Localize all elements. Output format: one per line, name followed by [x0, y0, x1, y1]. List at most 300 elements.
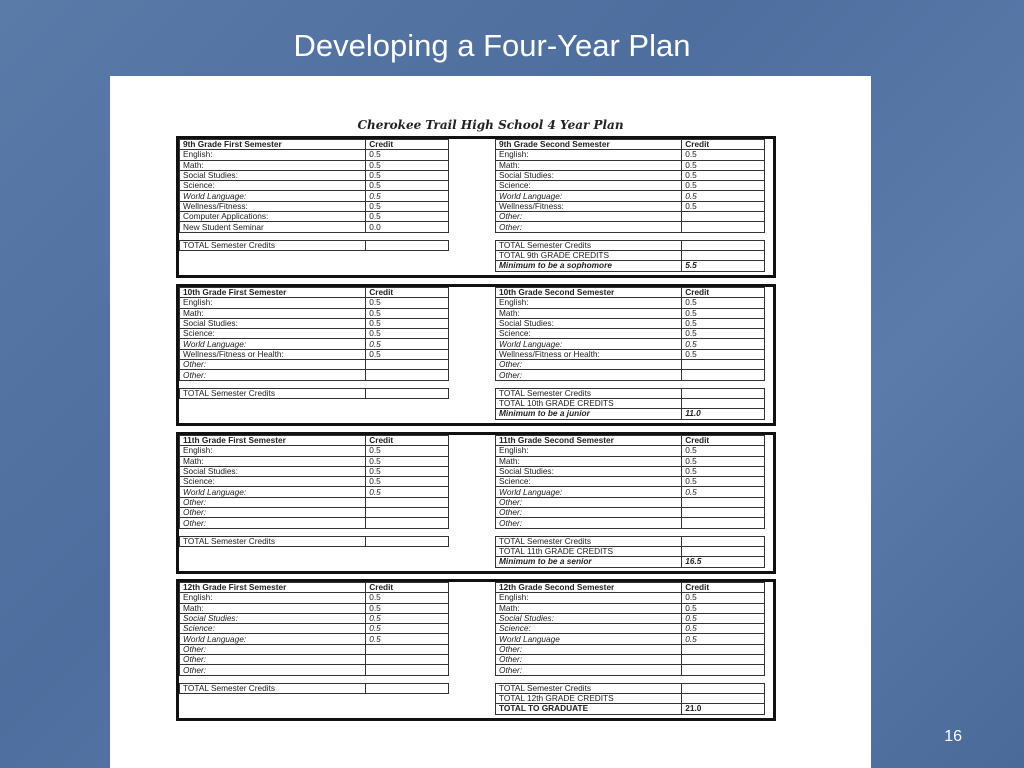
credit-cell: 0.5	[682, 329, 765, 339]
credit-cell: 0.5	[366, 487, 449, 497]
course-cell: Math:	[180, 456, 366, 466]
course-cell: Other:	[180, 665, 366, 675]
course-cell: Math:	[496, 308, 682, 318]
course-cell: Other:	[180, 360, 366, 370]
table-row	[496, 518, 765, 528]
table-row	[496, 613, 765, 623]
credit-cell: 0.5	[682, 613, 765, 623]
credit-cell: 0.5	[366, 181, 449, 191]
table-row	[496, 446, 765, 456]
credit-cell	[366, 665, 449, 675]
totals-row	[496, 250, 765, 260]
table-row	[496, 360, 765, 370]
year-block	[176, 432, 776, 574]
table-row	[496, 308, 765, 318]
credit-cell: 0.5	[682, 339, 765, 349]
course-cell: TOTAL Semester Credits	[496, 388, 682, 398]
table-row	[496, 150, 765, 160]
plan-title: Cherokee Trail High School 4 Year Plan	[357, 118, 624, 132]
course-cell: TOTAL Semester Credits	[496, 683, 682, 693]
credit-cell	[682, 388, 765, 398]
table-header-row	[496, 140, 765, 150]
table-row	[180, 508, 449, 518]
course-cell: TOTAL Semester Credits	[496, 536, 682, 546]
second-semester-table	[495, 287, 765, 420]
totals-row	[496, 240, 765, 250]
course-cell: Wellness/Fitness or Health:	[496, 349, 682, 359]
credit-cell: 0.5	[682, 466, 765, 476]
totals-row	[180, 388, 449, 398]
credit-cell: 0.5	[366, 593, 449, 603]
table-row	[180, 360, 449, 370]
credit-cell	[682, 528, 765, 536]
spacer-row	[496, 380, 765, 388]
table-row	[496, 339, 765, 349]
course-cell: World Language:	[496, 191, 682, 201]
credit-cell: 0.5	[366, 613, 449, 623]
course-cell	[180, 232, 366, 240]
table-row	[180, 349, 449, 359]
table-row	[180, 603, 449, 613]
first-semester-table	[179, 287, 449, 399]
course-cell: World Language:	[180, 339, 366, 349]
course-cell: TOTAL 9th GRADE CREDITS	[496, 250, 682, 260]
spacer-row	[496, 528, 765, 536]
table-row	[180, 181, 449, 191]
credit-cell: 0.5	[366, 201, 449, 211]
table-row	[180, 466, 449, 476]
table-row	[180, 339, 449, 349]
course-cell: 11th Grade Second Semester	[496, 436, 682, 446]
credit-cell: 0.5	[682, 624, 765, 634]
course-cell: 9th Grade First Semester	[180, 140, 366, 150]
course-cell: Other:	[180, 655, 366, 665]
table-row	[496, 201, 765, 211]
course-cell: Math:	[180, 160, 366, 170]
table-row	[496, 655, 765, 665]
table-row	[496, 508, 765, 518]
course-cell: Other:	[496, 212, 682, 222]
credit-cell	[682, 250, 765, 260]
credit-cell	[682, 665, 765, 675]
table-header-row	[180, 583, 449, 593]
spacer-row	[180, 528, 449, 536]
course-cell: Math:	[496, 160, 682, 170]
first-semester-table	[179, 435, 449, 547]
table-row	[180, 318, 449, 328]
credit-cell	[366, 675, 449, 683]
totals-row	[180, 536, 449, 546]
credit-cell: 0.5	[366, 339, 449, 349]
table-row	[496, 212, 765, 222]
course-cell	[496, 232, 682, 240]
page-number: 16	[944, 728, 962, 745]
totals-row	[496, 683, 765, 693]
credit-cell: 0.5	[366, 329, 449, 339]
credit-cell: Credit	[366, 436, 449, 446]
credit-cell: 0.5	[366, 446, 449, 456]
credit-cell: 0.5	[682, 201, 765, 211]
credit-cell: 0.5	[682, 349, 765, 359]
credit-cell: 16.5	[682, 557, 765, 567]
course-cell: Minimum to be a senior	[496, 557, 682, 567]
credit-cell	[366, 528, 449, 536]
course-cell: Social Studies:	[180, 170, 366, 180]
table-row	[180, 477, 449, 487]
table-row	[180, 212, 449, 222]
credit-cell: Credit	[682, 436, 765, 446]
credit-cell: 11.0	[682, 409, 765, 419]
table-header-row	[496, 583, 765, 593]
table-header-row	[496, 436, 765, 446]
credit-cell	[682, 240, 765, 250]
course-cell: World Language:	[180, 487, 366, 497]
spacer-row	[496, 232, 765, 240]
course-cell: Other:	[496, 665, 682, 675]
course-cell: Science:	[496, 181, 682, 191]
course-cell: Other:	[496, 360, 682, 370]
course-cell: 9th Grade Second Semester	[496, 140, 682, 150]
course-cell: Other:	[180, 370, 366, 380]
table-row	[180, 634, 449, 644]
course-cell: Social Studies:	[180, 613, 366, 623]
credit-cell: Credit	[682, 583, 765, 593]
totals-row	[496, 546, 765, 556]
course-cell: Social Studies:	[180, 466, 366, 476]
first-semester-table	[179, 582, 449, 694]
credit-cell	[366, 536, 449, 546]
course-cell: English:	[496, 150, 682, 160]
table-row	[496, 160, 765, 170]
course-cell: Social Studies:	[496, 170, 682, 180]
spacer-row	[496, 675, 765, 683]
course-cell: English:	[496, 298, 682, 308]
credit-cell: 0.5	[682, 181, 765, 191]
credit-cell	[682, 497, 765, 507]
course-cell: Social Studies:	[496, 466, 682, 476]
course-cell: 11th Grade First Semester	[180, 436, 366, 446]
credit-cell	[366, 388, 449, 398]
table-row	[180, 487, 449, 497]
table-row	[180, 370, 449, 380]
table-row	[496, 191, 765, 201]
table-row	[496, 349, 765, 359]
table-row	[496, 181, 765, 191]
course-cell: Science:	[180, 181, 366, 191]
credit-cell	[366, 683, 449, 693]
table-row	[180, 655, 449, 665]
course-cell	[496, 528, 682, 536]
course-cell: TOTAL Semester Credits	[496, 240, 682, 250]
credit-cell: 0.5	[366, 456, 449, 466]
credit-cell: 5.5	[682, 261, 765, 271]
document-page	[110, 76, 871, 768]
totals-row	[496, 261, 765, 271]
table-row	[496, 318, 765, 328]
credit-cell: 0.5	[366, 191, 449, 201]
table-header-row	[496, 288, 765, 298]
table-row	[180, 170, 449, 180]
credit-cell	[366, 360, 449, 370]
credit-cell: 0.5	[366, 349, 449, 359]
table-row	[496, 466, 765, 476]
credit-cell	[366, 644, 449, 654]
credit-cell: 0.5	[366, 212, 449, 222]
table-row	[180, 308, 449, 318]
course-cell: 10th Grade First Semester	[180, 288, 366, 298]
credit-cell: 0.5	[366, 466, 449, 476]
course-cell	[180, 528, 366, 536]
course-cell	[496, 380, 682, 388]
spacer-row	[180, 675, 449, 683]
spacer-row	[180, 232, 449, 240]
table-row	[180, 446, 449, 456]
credit-cell	[366, 497, 449, 507]
course-cell: Math:	[496, 603, 682, 613]
credit-cell: 0.0	[366, 222, 449, 232]
table-row	[496, 298, 765, 308]
course-cell	[496, 675, 682, 683]
credit-cell: 0.5	[682, 456, 765, 466]
table-row	[180, 497, 449, 507]
spacer-row	[180, 380, 449, 388]
table-row	[180, 201, 449, 211]
table-row	[180, 191, 449, 201]
second-semester-table	[495, 139, 765, 272]
course-cell: TOTAL TO GRADUATE	[496, 704, 682, 714]
course-cell: Computer Applications:	[180, 212, 366, 222]
year-block	[176, 136, 776, 278]
course-cell: 12th Grade First Semester	[180, 583, 366, 593]
table-row	[496, 603, 765, 613]
credit-cell	[682, 644, 765, 654]
first-semester-table	[179, 139, 449, 251]
credit-cell: 0.5	[682, 446, 765, 456]
table-row	[496, 665, 765, 675]
course-cell	[180, 380, 366, 388]
course-cell: Other:	[496, 655, 682, 665]
course-cell: TOTAL Semester Credits	[180, 240, 366, 250]
credit-cell: 0.5	[366, 603, 449, 613]
course-cell: English:	[180, 446, 366, 456]
totals-row	[496, 409, 765, 419]
totals-row	[496, 693, 765, 703]
credit-cell: 0.5	[682, 170, 765, 180]
credit-cell: 0.5	[682, 318, 765, 328]
year-block	[176, 579, 776, 721]
credit-cell	[366, 380, 449, 388]
course-cell: Social Studies:	[180, 318, 366, 328]
course-cell: Wellness/Fitness:	[180, 201, 366, 211]
course-cell: Math:	[180, 308, 366, 318]
credit-cell: 0.5	[682, 477, 765, 487]
course-cell: World Language	[496, 634, 682, 644]
course-cell: Science:	[496, 624, 682, 634]
course-cell: English:	[180, 150, 366, 160]
credit-cell: 0.5	[682, 150, 765, 160]
credit-cell	[682, 232, 765, 240]
credit-cell: Credit	[366, 140, 449, 150]
credit-cell	[682, 693, 765, 703]
course-cell: TOTAL 11th GRADE CREDITS	[496, 546, 682, 556]
credit-cell: Credit	[682, 288, 765, 298]
credit-cell	[366, 240, 449, 250]
table-row	[496, 487, 765, 497]
course-cell: TOTAL Semester Credits	[180, 683, 366, 693]
totals-row	[496, 388, 765, 398]
table-row	[180, 222, 449, 232]
totals-row	[496, 398, 765, 408]
table-header-row	[180, 436, 449, 446]
course-cell: Other:	[496, 518, 682, 528]
credit-cell	[682, 536, 765, 546]
table-row	[496, 477, 765, 487]
table-row	[496, 222, 765, 232]
course-cell: Other:	[180, 508, 366, 518]
credit-cell	[682, 655, 765, 665]
credit-cell: 0.5	[366, 634, 449, 644]
table-row	[180, 456, 449, 466]
credit-cell: 0.5	[366, 477, 449, 487]
course-cell: English:	[496, 593, 682, 603]
credit-cell	[682, 398, 765, 408]
credit-cell: 0.5	[366, 308, 449, 318]
credit-cell	[366, 232, 449, 240]
credit-cell	[682, 546, 765, 556]
course-cell: World Language:	[180, 191, 366, 201]
credit-cell	[366, 518, 449, 528]
credit-cell	[682, 518, 765, 528]
table-row	[496, 593, 765, 603]
credit-cell: 0.5	[682, 487, 765, 497]
credit-cell: Credit	[682, 140, 765, 150]
course-cell: Other:	[496, 497, 682, 507]
credit-cell	[682, 212, 765, 222]
course-cell: Math:	[180, 603, 366, 613]
credit-cell: 0.5	[682, 160, 765, 170]
table-row	[180, 593, 449, 603]
credit-cell: 0.5	[366, 624, 449, 634]
table-row	[180, 624, 449, 634]
credit-cell: 0.5	[682, 191, 765, 201]
credit-cell: 0.5	[682, 603, 765, 613]
credit-cell	[682, 360, 765, 370]
totals-row	[496, 704, 765, 714]
table-row	[496, 456, 765, 466]
credit-cell: 0.5	[366, 170, 449, 180]
table-row	[496, 370, 765, 380]
course-cell: Other:	[496, 508, 682, 518]
table-row	[180, 298, 449, 308]
table-header-row	[180, 288, 449, 298]
totals-row	[496, 557, 765, 567]
credit-cell	[682, 508, 765, 518]
table-row	[180, 613, 449, 623]
course-cell: World Language:	[180, 634, 366, 644]
course-cell	[180, 675, 366, 683]
course-cell: Math:	[496, 456, 682, 466]
credit-cell: Credit	[366, 288, 449, 298]
credit-cell	[366, 655, 449, 665]
credit-cell	[682, 370, 765, 380]
table-row	[496, 624, 765, 634]
totals-row	[180, 240, 449, 250]
course-cell: Other:	[496, 222, 682, 232]
credit-cell: 0.5	[366, 150, 449, 160]
credit-cell: 0.5	[682, 308, 765, 318]
table-header-row	[180, 140, 449, 150]
course-cell: Other:	[180, 518, 366, 528]
course-cell: Minimum to be a junior	[496, 409, 682, 419]
totals-row	[496, 536, 765, 546]
credit-cell: 0.5	[682, 593, 765, 603]
course-cell: TOTAL Semester Credits	[180, 388, 366, 398]
credit-cell: 0.5	[366, 298, 449, 308]
course-cell: Wellness/Fitness:	[496, 201, 682, 211]
table-row	[496, 644, 765, 654]
course-cell: 10th Grade Second Semester	[496, 288, 682, 298]
course-cell: Other:	[180, 497, 366, 507]
course-cell: Science:	[180, 477, 366, 487]
totals-row	[180, 683, 449, 693]
credit-cell: 0.5	[366, 318, 449, 328]
course-cell: TOTAL Semester Credits	[180, 536, 366, 546]
course-cell: TOTAL 12th GRADE CREDITS	[496, 693, 682, 703]
credit-cell	[682, 675, 765, 683]
table-row	[180, 665, 449, 675]
table-row	[180, 644, 449, 654]
credit-cell	[682, 222, 765, 232]
credit-cell: 0.5	[682, 298, 765, 308]
credit-cell: Credit	[366, 583, 449, 593]
course-cell: New Student Seminar	[180, 222, 366, 232]
course-cell: TOTAL 10th GRADE CREDITS	[496, 398, 682, 408]
table-row	[496, 329, 765, 339]
credit-cell: 21.0	[682, 704, 765, 714]
course-cell: Science:	[496, 329, 682, 339]
course-cell: Other:	[496, 370, 682, 380]
course-cell: 12th Grade Second Semester	[496, 583, 682, 593]
table-row	[180, 150, 449, 160]
table-row	[496, 634, 765, 644]
course-cell: English:	[180, 298, 366, 308]
table-row	[180, 160, 449, 170]
course-cell: Science:	[180, 329, 366, 339]
slide-title: Developing a Four-Year Plan	[293, 28, 691, 63]
course-cell: World Language:	[496, 487, 682, 497]
course-cell: Science:	[180, 624, 366, 634]
course-cell: Science:	[496, 477, 682, 487]
course-cell: World Language:	[496, 339, 682, 349]
credit-cell	[366, 370, 449, 380]
course-cell: Other:	[180, 644, 366, 654]
credit-cell	[682, 683, 765, 693]
course-cell: English:	[496, 446, 682, 456]
credit-cell	[682, 380, 765, 388]
table-row	[180, 329, 449, 339]
second-semester-table	[495, 435, 765, 568]
credit-cell	[366, 508, 449, 518]
course-cell: Minimum to be a sophomore	[496, 261, 682, 271]
table-row	[180, 518, 449, 528]
second-semester-table	[495, 582, 765, 715]
course-cell: English:	[180, 593, 366, 603]
course-cell: Social Studies:	[496, 613, 682, 623]
year-block	[176, 284, 776, 426]
course-cell: Social Studies:	[496, 318, 682, 328]
course-cell: Wellness/Fitness or Health:	[180, 349, 366, 359]
table-row	[496, 497, 765, 507]
